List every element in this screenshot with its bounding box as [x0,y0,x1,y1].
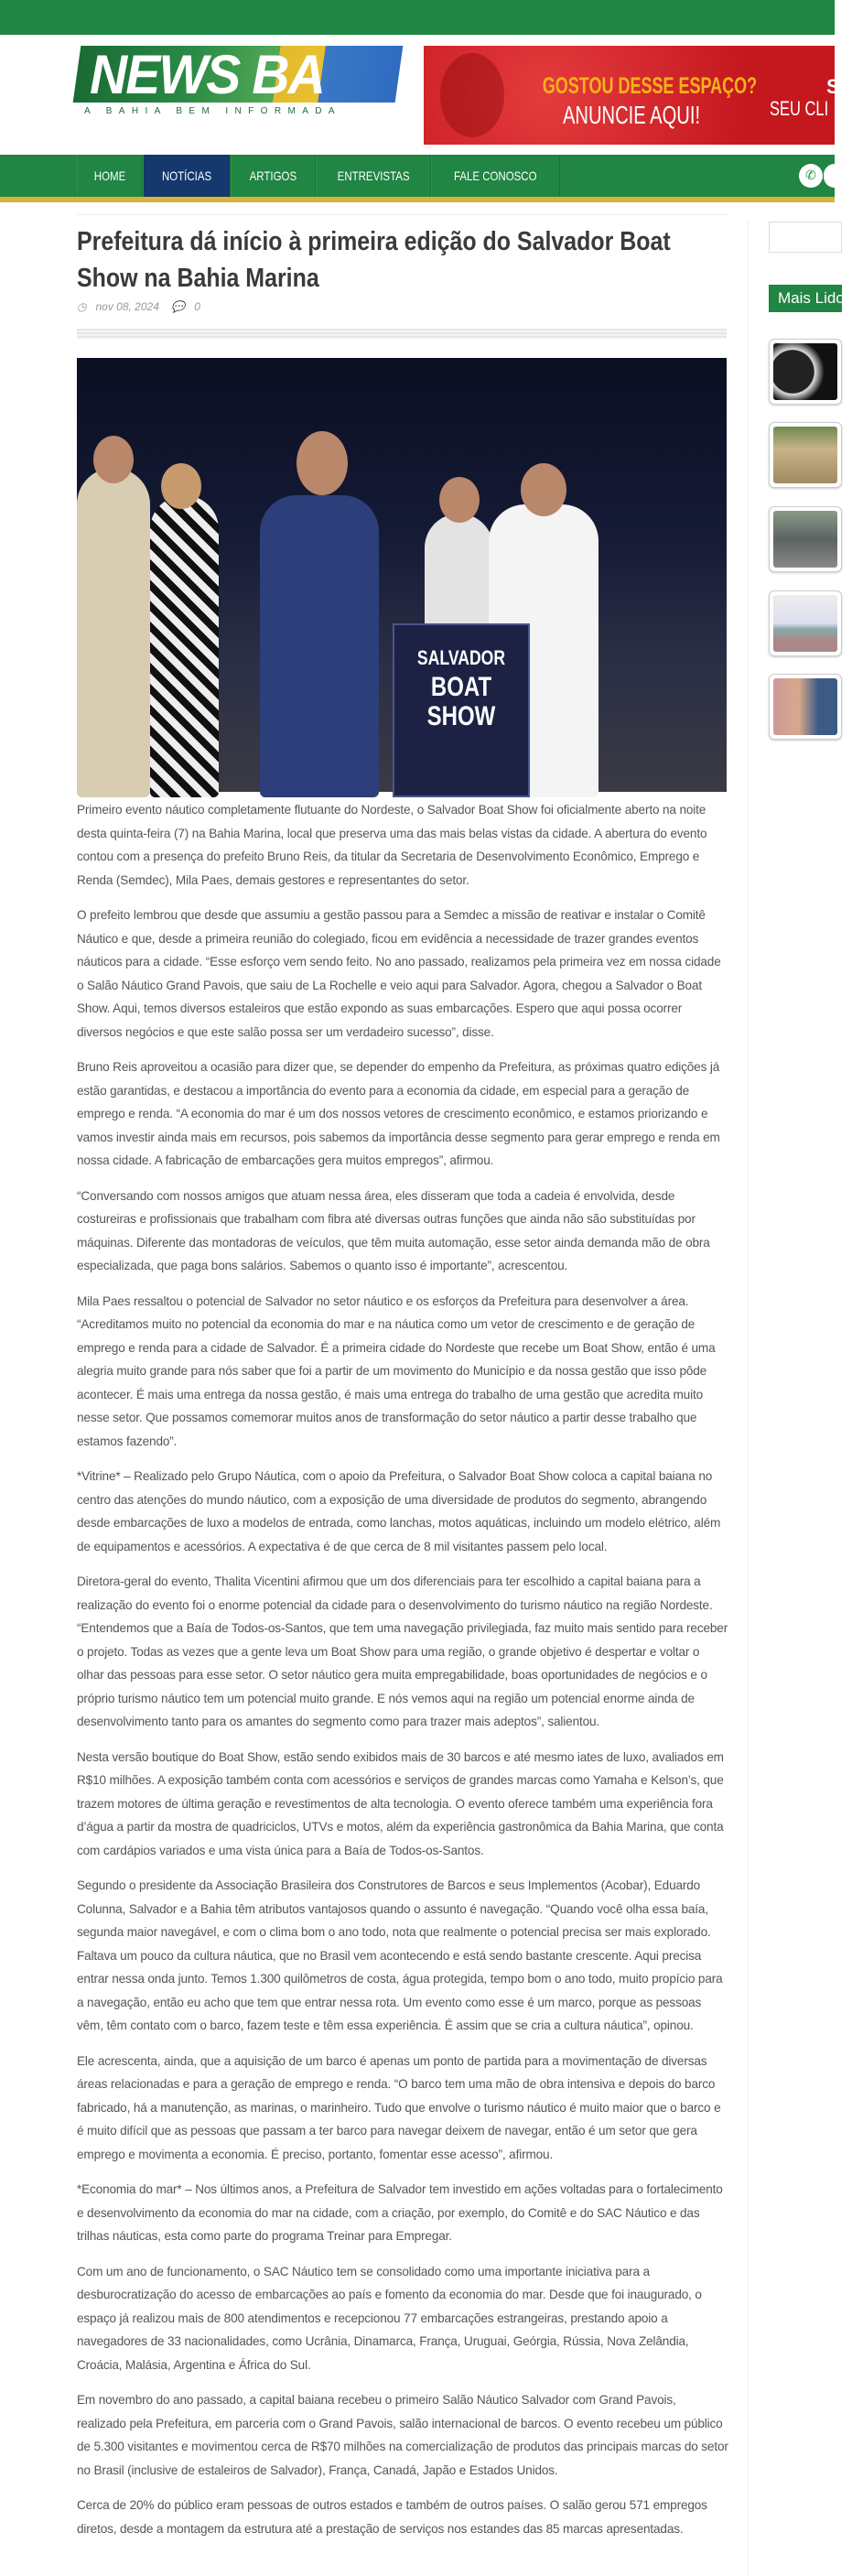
nav-label: ENTREVISTAS [337,168,410,183]
article-paragraph: Diretora-geral do evento, Thalita Vicentini afirmou que um dos diferenciais para ter escolhido a capital baiana para a realização do evento foi o enorme potencial da cidade para o desenvolvimento do turismo náutico na região Nordeste. “Entendemos que a Baía de Todos-os-Santos, que tem uma navegação privilegiada, faz muito mais sentido para receber o projeto. Todas as vezes que a gente leva um Boat Show para uma região, o grande objetivo é despertar e voltar o olhar das pessoas para esse setor. O setor náutico gera muita empregabilidade, boas oportunidades de negócios e o próprio turismo náutico tem um potencial muito grande. E nós vemos aqui na região um potencial enorme ainda de desenvolvimento tanto para os amantes do segmento como para trazer mais adeptos”, salientou. [77,1575,728,1728]
ad-right-line2: SEU CLI [770,97,829,120]
most-read-thumbnail[interactable] [769,339,842,405]
article-paragraph: Primeiro evento náutico completamente flutuante do Nordeste, o Salvador Boat Show foi oficialmente aberto na noite desta quinta-feira (7) na Bahia Marina, local que preserva uma das mais belas vistas da cidade. A abertura do evento contou com a presença do prefeito Bruno Reis, da titular da Secretaria de Desenvolvimento Econômico, Emprego e Renda (Semdec), Mila Paes, demais gestores e representantes do setor. [77,803,707,887]
article-title: Prefeitura dá início à primeira edição do Salvador Boat Show na Bahia Marina [77,227,671,293]
nav-label: NOTÍCIAS [161,168,212,183]
photo-podium [393,623,530,797]
most-read-thumbnail[interactable] [769,506,842,572]
article-paragraph: Mila Paes ressaltou o potencial de Salvador no setor náutico e os esforços da Prefeitura para desenvolver a área. “Acreditamos muito no potencial da economia do mar e na náutica como um vetor de crescimento e de geração de emprego e renda para a cidade de Salvador. É a primeira cidade do Nordeste que recebe um Boat Show, então é uma alegria muito grande para nós saber que foi a partir de um movimento do Município e da nossa gestão que isso pôde acontecer. É mais uma entrega da nossa gestão, é mais uma entrega do trabalho de uma gestão que acredita muito nesse setor. Que possamos comemorar muitos anos de transformação do setor náutico a partir desse trabalho que estamos fazendo”. [77,1293,716,1448]
top-bar [0,0,835,35]
article-paragraph: O prefeito lembrou que desde que assumiu a gestão passou para a Semdec a missão de reativar e instalar o Comitê Náutico e que, desde a primeira reunião do colegiado, ficou em evidência a necessidade de trazer grandes eventos náuticos para a cidade. “Esse esforço vem sendo feito. No ano passado, realizamos pela primeira vez em nossa cidade o Salão Náutico Grand Pavois, que saiu de La Rochelle e veio aqui para Salvador. Agora, chegou a Salvador o Boat Show. Aqui, temos diversos estaleiros que estão expondo as suas embarcações. Espero que aqui possa ocorrer diversos negócios e que este salão possa ser um verdadeiro sucesso”, disse. [77,908,721,1039]
nav-noticias[interactable] [143,155,231,197]
meta-separator [77,329,727,339]
most-read-thumbnail[interactable] [769,422,842,488]
article-paragraph: Com um ano de funcionamento, o SAC Náutico tem se consolidado como uma importante iniciativa para a desburocratização do acesso de embarcações ao país e fomento da economia do mar. Desde que foi inaugurado, o espaço já realizou mais de 800 atendimentos e recepcionou 77 embarcações estrangeiras, prestando apoio a navegadores de 33 nacionalidades, como Ucrânia, Dinamarca, França, Uruguai, Geórgia, Rússia, Nova Zelândia, Croácia, Malásia, Argentina e África do Sul. [77,2264,702,2372]
nav-label: HOME [93,168,126,183]
clock-icon: ◷ [77,300,87,313]
logo-tagline: A BAHIA BEM INFORMADA [84,106,341,116]
nav-entrevistas[interactable] [316,155,431,197]
site-logo[interactable] [77,46,399,119]
photo-person [260,495,379,797]
article-paragraph: Nesta versão boutique do Boat Show, estão sendo exibidos mais de 30 barcos e até mesmo iates de luxo, avaliados em R$10 milhões. A exposição também conta com acessórios e serviços de grandes marcas como Yamaha e Kelson’s, que trazem motores de última geração e revestimentos de alta tecnologia. O evento oferece também uma experiência fora d’água a partir da mostra de quadriciclos, UTVs e motos, além da experiência gastronômica da Bahia Marina, que conta com cardápios variados e uma vista única para a Baía de Todos-os-Santos. [77,1749,724,1857]
article-paragraph: *Economia do mar* – Nos últimos anos, a Prefeitura de Salvador tem investido em ações voltadas para o fortalecimento e desenvolvimento da economia do mar na cidade, com a criação, por exemplo, do Comitê e do SAC Náutico e das trilhas náuticas, esta como parte do programa Treinar para Empregar. [77,2182,723,2243]
ad-banner[interactable] [424,46,840,145]
photo-person-head [297,431,348,495]
article-paragraph: Em novembro do ano passado, a capital baiana recebeu o primeiro Salão Náutico Salvador com Grand Pavois, realizado pela Prefeitura, em parceria com o Grand Pavois, salão internacional de barcos. O evento recebeu um público de 5.300 visitantes e movimentou cerca de R$70 milhões na comercialização de produtos das principais marcas do setor no Brasil (inclusive de estaleiros de Salvador), França, Canadá, Japão e Estados Unidos. [77,2393,728,2477]
comment-icon: 💬 [171,300,186,313]
main-nav [0,155,835,197]
article-paragraph: Bruno Reis aproveitou a ocasião para dizer que, se depender do empenho da Prefeitura, as próximas quatro edições já estão garantidas, e destacou a importância do evento para a economia da cidade, em especial para a geração de emprego e renda. “A economia do mar é um dos nossos vetores de crescimento econômico, e estamos priorizando e vamos investir ainda mais em recursos, pois sabemos da importância desse segmento para gerar emprego e renda em nossa cidade. A fabricação de embarcações gera muitos empregos”, afirmou. [77,1060,720,1167]
photo-person-head [161,463,201,509]
most-read-heading: Mais Lidos [769,285,842,312]
photo-person-head [93,436,134,483]
nav-label: FALE CONOSCO [454,168,537,183]
podium-text: SHOW [426,701,496,731]
nav-label: ARTIGOS [249,168,297,183]
article-body [77,798,728,2552]
whatsapp-icon[interactable]: ✆ [799,164,823,188]
comment-count[interactable]: 0 [194,300,200,313]
photo-person-head [521,463,566,516]
sidebar-search-input[interactable] [769,222,842,253]
article-paragraph: “Conversando com nossos amigos que atuam nessa área, eles disseram que toda a cadeia é envolvida, desde costureiras e profissionais que trabalham com fibra até diversas outras funções que ainda não são substituídas por máquinas. Diferente das montadoras de veículos, que têm muita automação, esse setor ainda demanda mão de obra especializada, que paga bons salários. Sabemos o quanto isso é importante”, acrescentou. [77,1188,710,1272]
article-paragraph: Ele acrescenta, ainda, que a aquisição de um barco é apenas um ponto de partida para a movimentação de diversas áreas relacionadas e para a geração de emprego e renda. “O barco tem uma mão de obra intensiva e depois do barco fabricado, há a manutenção, as marinas, o marinheiro. Tudo que envolve o turismo náutico é muito maior que o barco e é muito difícil que as pessoas que passam a ter barco para navegar deixem de navegar, então é um setor que gera emprego e movimenta a economia. É preciso, portanto, fomentar esse acesso”, afirmou. [77,2053,721,2161]
ad-headline: GOSTOU DESSE ESPAÇO? [542,73,758,99]
article-date: nov 08, 2024 [95,300,159,313]
most-read-thumbnail[interactable] [769,674,842,740]
ad-right-line1: S [826,75,840,98]
podium-text: BOAT [430,672,492,702]
article-photo [77,358,727,792]
nav-fale-conosco[interactable] [431,155,559,197]
podium-text: SALVADOR [416,646,506,669]
nav-artigos[interactable] [231,155,316,197]
article-meta [77,300,210,313]
logo-text: NEWS BA [90,44,324,105]
ad-cta: ANUNCIE AQUI! [562,101,701,129]
nav-home[interactable] [77,155,143,197]
article-paragraph: Segundo o presidente da Associação Brasileira dos Construtores de Barcos e seus Implementos (Acobar), Eduardo Colunna, Salvador e a Bahia têm atributos vantajosos quando o assunto é navegação. “Quando você olha essa baía, segunda maior navegável, e com o clima bom o ano todo, nota que realmente o potencial precisa ser mais explorado. Faltava um pouco da cultura náutica, que no Brasil vem acontecendo e está sendo bastante crescente. Aqui precisa entrar nessa onda junto. Temos 1.300 quilômetros de costa, água protegida, tempo bom o ano todo, muito propício para a navegação, então eu acho que tem que entrar nessa rota. Um evento como esse é um marco, porque as pessoas vêm, têm contato com o barco, fazem teste e têm essa experiência. É assim que se cria a cultura náutica”, opinou. [77,1878,723,2032]
photo-person-head [439,477,480,523]
article-paragraph: Cerca de 20% do público eram pessoas de outros estados e também de outros países. O salão gerou 571 empregos diretos, desde a montagem da estrutura até a prestação de serviços nos estandes das 85 marcas apresentadas. [77,2498,707,2536]
megaphone-icon [440,53,504,137]
article-paragraph: *Vitrine* – Realizado pelo Grupo Náutica, com o apoio da Prefeitura, o Salvador Boat Show coloca a capital baiana no centro das atenções do mundo náutico, com a exposição de uma diversidade de produtos do segmento, abrangendo desde embarcações de luxo a modelos de entrada, como lanchas, motos aquáticas, incluindo um modelo elétrico, além de equipamentos e acessórios. A expectativa é de que cerca de 8 mil visitantes passem pelo local. [77,1469,721,1553]
sidebar-divider [748,222,749,2576]
photo-person [150,495,219,797]
photo-person [77,468,150,797]
nav-accent-line [0,197,835,202]
whatsapp-button[interactable] [824,164,835,188]
divider [77,214,727,215]
most-read-thumbnail[interactable] [769,590,842,656]
